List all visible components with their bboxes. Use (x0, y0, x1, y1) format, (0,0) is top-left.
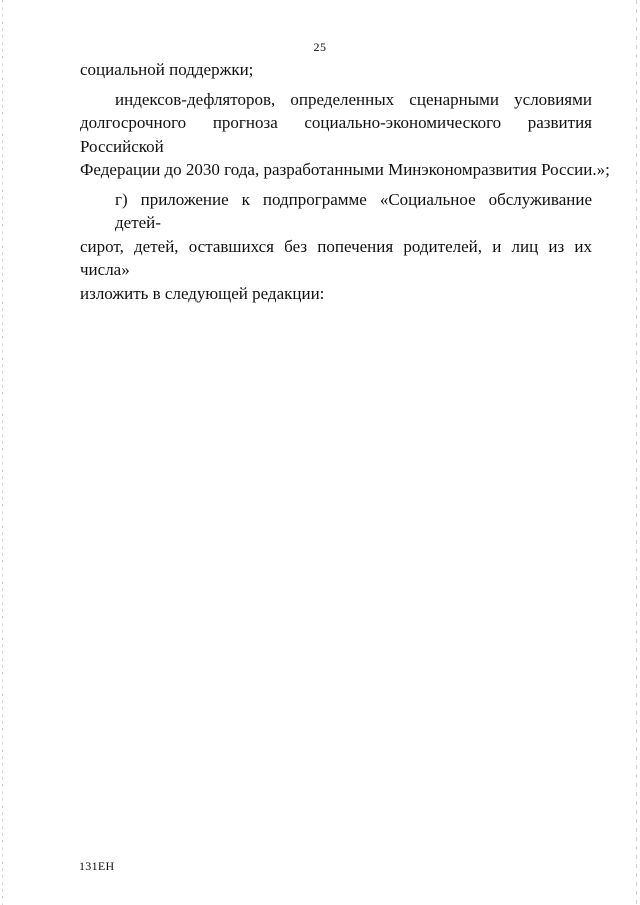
page-number: 25 (313, 40, 327, 54)
text-line-7: изложить в следующей редакции: (80, 283, 325, 303)
text-line-5: г) приложение к подпрограмме «Социальное обслуживание детей- (115, 189, 592, 232)
text-line-1: социальной поддержки; (80, 60, 254, 79)
text-line-2: индексов-дефляторов, определенных сценарными условиями (115, 89, 592, 109)
document-code: 131EH (79, 859, 115, 873)
scan-edge-left (2, 0, 3, 905)
text-line-4: Федерации до 2030 года, разработанными Минэкономразвития России.»; (80, 160, 610, 179)
text-line-6: сирот, детей, оставшихся без попечения родителей, и лиц из их числа» (80, 236, 592, 279)
text-line-3: долгосрочного прогноза социально-экономического развития Российской (80, 113, 592, 156)
document-text (80, 58, 610, 305)
scan-edge-right (636, 0, 637, 905)
